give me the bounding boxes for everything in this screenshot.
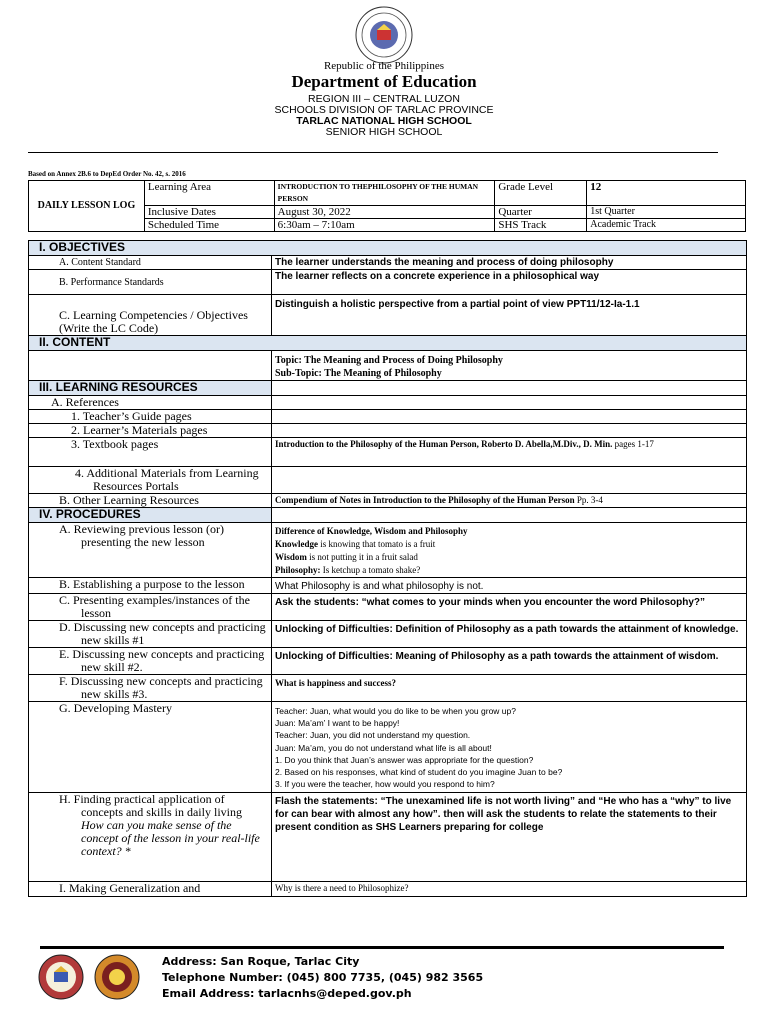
header-school: TARLAC NATIONAL HIGH SCHOOL	[296, 115, 472, 127]
header-level: SENIOR HIGH SCHOOL	[325, 126, 443, 138]
section-objectives-row	[29, 241, 747, 256]
teachers-guide-value	[272, 410, 747, 424]
learning-competencies-label: C. Learning Competencies / Objectives (Write the LC Code)	[29, 295, 272, 336]
procedure-c-value: Ask the students: “what comes to your minds when you encounter the word Philosophy?”	[272, 594, 747, 621]
dialogue-line: Teacher: Juan, what would you do like to be when you grow up?	[275, 706, 516, 716]
content-topic: Topic: The Meaning and Process of Doing Philosophy	[275, 355, 503, 366]
footer-email[interactable]: Email Address: tarlacnhs@deped.gov.ph	[162, 987, 412, 1000]
procedure-b-label: B. Establishing a purpose to the lesson	[29, 578, 272, 594]
procedure-g-value	[272, 702, 747, 793]
procedure-i-label: I. Making Generalization and	[29, 882, 272, 897]
section-resources-heading: III. LEARNING RESOURCES	[29, 381, 272, 396]
knowledge-text: is knowing that tomato is a fruit	[318, 539, 436, 549]
other-resources-value	[272, 494, 747, 508]
dialogue-line: Juan: Ma’am’ I want to be happy!	[275, 718, 400, 729]
procedure-h-label-cell	[29, 793, 272, 882]
procedure-a-knowledge	[275, 538, 743, 551]
learning-area-label: Learning Area	[144, 181, 274, 206]
additional-materials-value	[272, 467, 747, 494]
teachers-guide-label: 1. Teacher’s Guide pages	[29, 410, 272, 424]
section-content-heading: II. CONTENT	[29, 336, 747, 351]
procedure-d-label: D. Discussing new concepts and practicing new skills #1	[29, 621, 272, 648]
learning-area-value: INTRODUCTION TO THEPHILOSOPHY OF THE HUMAN PERSON	[274, 181, 495, 206]
procedure-d-value: Unlocking of Difficulties: Definition of Philosophy as a path towards the attainment of knowledge.	[272, 621, 747, 648]
question-line: 2. Based on his responses, what kind of student do you imagine Juan to be?	[275, 767, 563, 778]
procedure-i-value: Why is there a need to Philosophize?	[272, 882, 747, 897]
shs-track-label: SHS Track	[495, 219, 587, 232]
lesson-info-table	[28, 180, 746, 232]
procedure-f-label: F. Discussing new concepts and practicing new skills #3.	[29, 675, 272, 702]
content-standard-value: The learner understands the meaning and process of doing philosophy	[272, 256, 747, 270]
scheduled-time-value: 6:30am – 7:10am	[274, 219, 495, 232]
content-standard-label: A. Content Standard	[29, 256, 272, 270]
footer-divider	[40, 946, 724, 949]
references-label: A. References	[29, 396, 272, 410]
section-procedures-empty	[272, 508, 747, 523]
performance-standards-value: The learner reflects on a concrete experience in a philosophical way	[272, 270, 747, 295]
compendium-pages: Pp. 3-4	[574, 495, 603, 505]
procedure-e-value: Unlocking of Difficulties: Meaning of Philosophy as a path towards the attainment of wisdom.	[272, 648, 747, 675]
question-line: 1. Do you think that Juan’s answer was appropriate for the question?	[275, 754, 534, 765]
shs-track-value: Academic Track	[587, 219, 746, 232]
grade-level-value: 12	[587, 181, 746, 206]
textbook-pages-value	[272, 438, 747, 467]
procedure-f-value: What is happiness and success?	[272, 675, 747, 702]
knowledge-term: Knowledge	[275, 539, 319, 549]
header-division: SCHOOLS DIVISION OF TARLAC PROVINCE	[274, 104, 494, 116]
quarter-value: 1st Quarter	[587, 206, 746, 219]
dialogue-line: Juan: Ma’am, you do not understand what life is all about!	[275, 742, 492, 753]
dialogue-line: Teacher: Juan, you did not understand my question.	[275, 730, 471, 741]
learners-materials-label: 2. Learner’s Materials pages	[29, 424, 272, 438]
procedure-a-label: A. Reviewing previous lesson (or) presenting the new lesson	[29, 523, 272, 578]
textbook-pages: pages 1-17	[612, 439, 654, 449]
section-procedures-heading: IV. PROCEDURES	[29, 508, 272, 523]
additional-materials-label: 4. Additional Materials from Learning Resources Portals	[29, 467, 272, 494]
footer-telephone: Telephone Number: (045) 800 7735, (045) 982 3565	[162, 971, 484, 984]
procedure-g-label: G. Developing Mastery	[29, 702, 272, 793]
header-divider	[28, 152, 718, 153]
quarter-label: Quarter	[495, 206, 587, 219]
compendium-title: Compendium of Notes in Introduction to the Philosophy of the Human Person	[275, 495, 575, 505]
textbook-title: Introduction to the Philosophy of the Human Person, Roberto D. Abella,M.Div., D. Min.	[275, 439, 613, 449]
textbook-pages-label: 3. Textbook pages	[29, 438, 272, 467]
deped-division-logo	[38, 954, 84, 1000]
inclusive-dates-value: August 30, 2022	[274, 206, 495, 219]
content-subtopic: Sub-Topic: The Meaning of Philosophy	[275, 368, 442, 379]
content-topic-cell	[272, 351, 747, 381]
procedure-a-value	[272, 523, 747, 578]
procedure-e-label: E. Discussing new concepts and practicing new skill #2.	[29, 648, 272, 675]
scheduled-time-label: Scheduled Time	[144, 219, 274, 232]
section-content-row	[29, 336, 747, 351]
procedure-a-wisdom	[275, 551, 743, 564]
procedure-c-label: C. Presenting examples/instances of the lesson	[29, 594, 272, 621]
section-objectives-heading: I. OBJECTIVES	[29, 241, 747, 256]
deped-order-basis: Based on Annex 2B.6 to DepEd Order No. 42, s. 2016	[28, 170, 186, 178]
wisdom-term: Wisdom	[275, 552, 307, 562]
section-procedures-row	[29, 508, 747, 523]
section-resources-empty	[272, 381, 747, 396]
wisdom-text: is not putting it in a fruit salad	[306, 552, 418, 562]
procedure-h-value: Flash the statements: “The unexamined life is not worth living” and “He who has a “why” to live for can bear with almost any how”. then will ask the students to relate the statements to their present condition as SHS Learners preparing for college	[272, 793, 747, 882]
footer-address: Address: San Roque, Tarlac City	[162, 955, 360, 968]
philosophy-text: Is ketchup a tomato shake?	[320, 565, 421, 575]
philosophy-term: Philosophy:	[275, 565, 321, 575]
procedure-h-prompt: How can you make sense of the concept of the lesson in your real-life context? *	[81, 818, 260, 858]
performance-standards-label: B. Performance Standards	[29, 270, 272, 295]
header-republic: Republic of the Philippines	[323, 60, 445, 72]
school-logo	[94, 954, 140, 1000]
references-value	[272, 396, 747, 410]
section-resources-row	[29, 381, 747, 396]
procedure-b-value: What Philosophy is and what philosophy is not.	[272, 578, 747, 594]
learning-competencies-value: Distinguish a holistic perspective from a partial point of view PPT11/12-Ia-1.1	[272, 295, 747, 336]
other-resources-label: B. Other Learning Resources	[29, 494, 272, 508]
deped-seal-logo	[355, 6, 413, 64]
header-department: Department of Education	[291, 72, 477, 91]
content-empty-cell	[29, 351, 272, 381]
header-region: REGION III – CENTRAL LUZON	[308, 93, 460, 105]
daily-lesson-log-label: DAILY LESSON LOG	[29, 181, 145, 232]
learners-materials-value	[272, 424, 747, 438]
lesson-plan-table	[28, 240, 747, 897]
procedure-a-philosophy	[275, 564, 743, 577]
footer-contact	[162, 954, 483, 1002]
inclusive-dates-label: Inclusive Dates	[144, 206, 274, 219]
grade-level-label: Grade Level	[495, 181, 587, 206]
question-line: 3. If you were the teacher, how would you respond to him?	[275, 779, 495, 790]
procedure-h-label: H. Finding practical application of concepts and skills in daily living	[59, 792, 242, 819]
procedure-a-title: Difference of Knowledge, Wisdom and Philosophy	[275, 526, 468, 536]
